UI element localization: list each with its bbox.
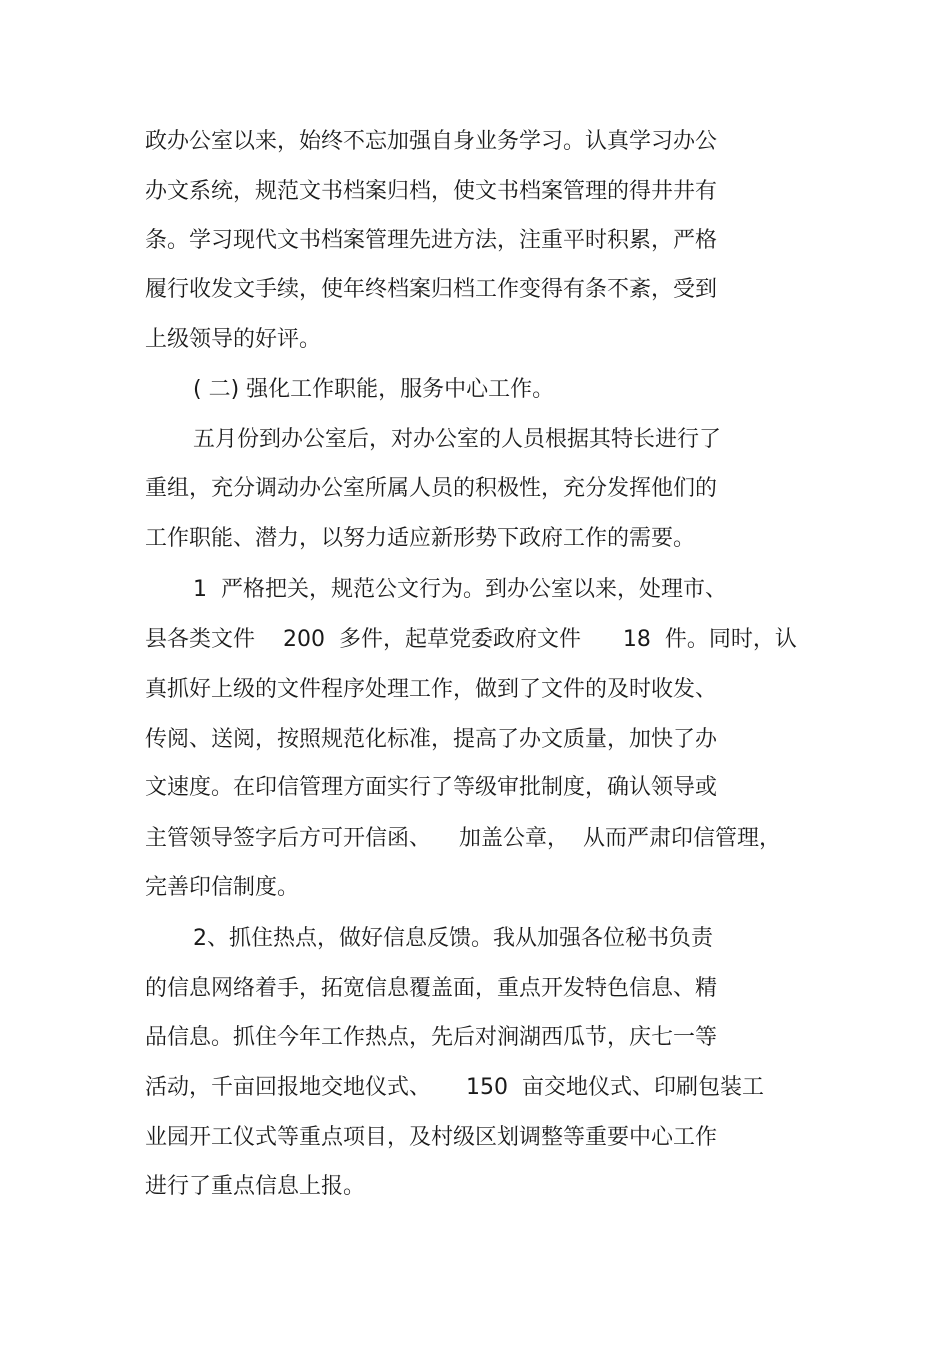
paragraph-line: 政办公室以来，始终不忘加强自身业务学习。认真学习办公: [145, 129, 718, 154]
paragraph-line: 条。学习现代文书档案管理先进方法，注重平时积累，严格: [145, 228, 718, 253]
paragraph-line: 业园开工仪式等重点项目，及村级区划调整等重要中心工作: [145, 1125, 718, 1150]
paragraph-line: 完善印信制度。: [145, 875, 300, 900]
paragraph-line: 的信息网络着手，拓宽信息覆盖面，重点开发特色信息、精: [145, 976, 718, 1001]
paragraph-line: 1 严格把关，规范公文行为。到办公室以来，处理市、: [193, 577, 727, 602]
paragraph-line: 上级领导的好评。: [145, 327, 322, 352]
paragraph-line: 县各类文件 200 多件，起草党委政府文件 18 件。同时，认: [145, 627, 797, 652]
paragraph-line: 2、抓住热点，做好信息反馈。我从加强各位秘书负责: [193, 926, 713, 951]
paragraph-line: 办文系统，规范文书档案归档，使文书档案管理的得井井有: [145, 179, 718, 204]
paragraph-line: 文速度。在印信管理方面实行了等级审批制度，确认领导或: [145, 775, 718, 800]
section-heading: ( 二) 强化工作职能，服务中心工作。: [193, 377, 555, 402]
paragraph-line: 传阅、送阅，按照规范化标准，提高了办文质量，加快了办: [145, 727, 718, 752]
paragraph-line: 主管领导签字后方可开信函、 加盖公章， 从而严肃印信管理，: [145, 826, 781, 851]
paragraph-line: 活动，千亩回报地交地仪式、 150 亩交地仪式、印刷包装工: [145, 1075, 764, 1100]
paragraph-line: 工作职能、潜力，以努力适应新形势下政府工作的需要。: [145, 526, 696, 551]
paragraph-line: 品信息。抓住今年工作热点，先后对涧湖西瓜节，庆七一等: [145, 1025, 718, 1050]
paragraph-line: 履行收发文手续，使年终档案归档工作变得有条不紊，受到: [145, 277, 718, 302]
paragraph-line: 真抓好上级的文件程序处理工作，做到了文件的及时收发、: [145, 677, 718, 702]
paragraph-line: 重组，充分调动办公室所属人员的积极性，充分发挥他们的: [145, 476, 718, 501]
paragraph-line: 五月份到办公室后，对办公室的人员根据其特长进行了: [193, 427, 722, 452]
paragraph-line: 进行了重点信息上报。: [145, 1174, 366, 1199]
